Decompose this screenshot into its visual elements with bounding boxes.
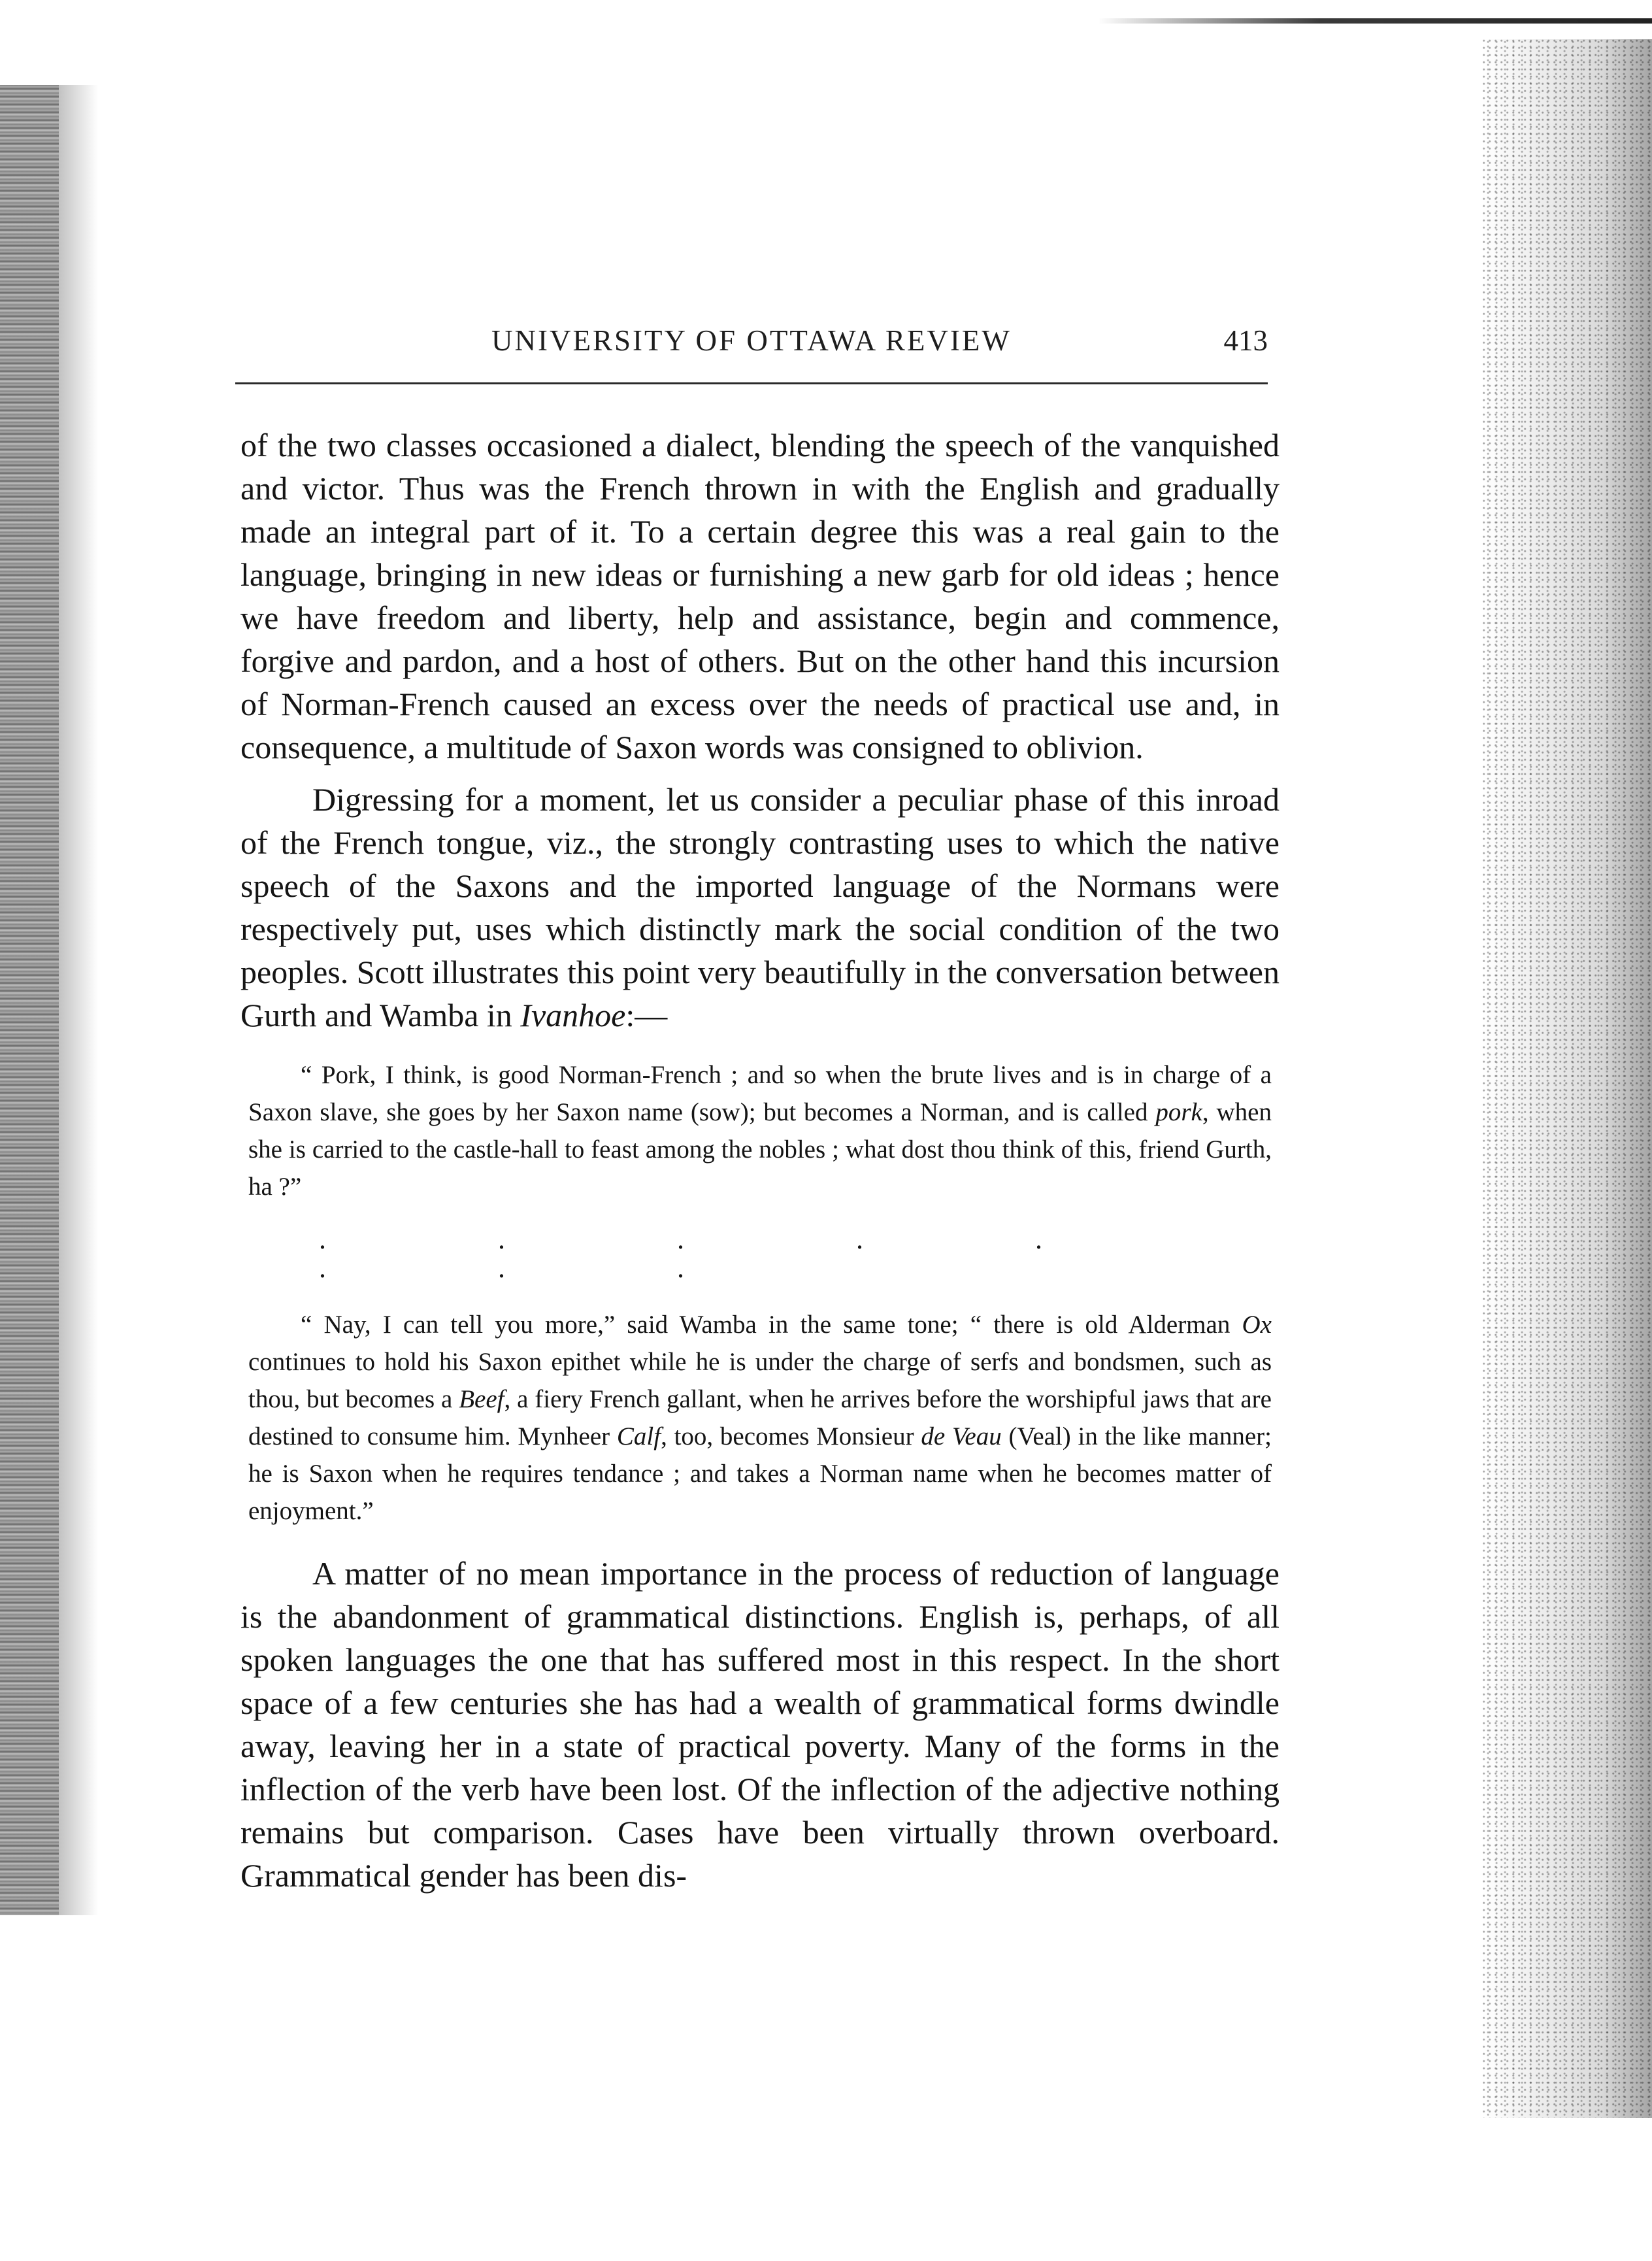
- page-header: [235, 324, 1268, 363]
- quote-2-beef: Beef: [459, 1385, 504, 1413]
- ivanhoe-suffix: :—: [625, 997, 668, 1033]
- quote-2-ox: Ox: [1242, 1311, 1272, 1339]
- quote-2-part-1: “ Nay, I can tell you more,” said Wamba in the same tone; “ there is old Alderman: [301, 1311, 1242, 1339]
- quote-2-calf: Calf: [616, 1422, 661, 1450]
- quote-1-part-2: , when she is carried to the castle-hall to feast among the nobles ; what dost thou think of this, friend Gurth, ha ?”: [248, 1098, 1272, 1201]
- ivanhoe-title: Ivanhoe: [520, 997, 626, 1033]
- scan-left-edge-fade: [59, 85, 98, 1915]
- scan-right-edge-noise: [1482, 39, 1652, 2118]
- body-text: [240, 424, 1280, 1897]
- quote-2: [240, 1306, 1280, 1530]
- page-number: 413: [1223, 324, 1268, 357]
- quote-2-part-5: (Veal) in the like manner; he is Saxon when he requires tendance ; and takes a Norman name when he becomes matter of enjoyment.”: [248, 1422, 1272, 1525]
- quote-2-part-2: continues to hold his Saxon epithet while he is under the charge of serfs and bondsmen, such as thou, but becomes a: [248, 1348, 1272, 1413]
- quote-1: [240, 1056, 1280, 1205]
- paragraph-3: A matter of no mean importance in the process of reduction of language is the abandonment of grammatical distinctions. English is, perhaps, of all spoken languages the one that has suffered most in this respect. In the short space of a few centuries she has had a wealth of grammatical forms dwindle away, leaving her in a state of practical poverty. Many of the forms in the inflection of the verb have been lost. Of the inflection of the adjective nothing remains but comparison. Cases have been virtually thrown overboard. Grammatical gender has been dis-: [240, 1555, 1280, 1894]
- scan-left-edge-shadow: [0, 85, 59, 1915]
- quote-2-part-4: , too, becomes Monsieur: [661, 1422, 921, 1450]
- running-title: UNIVERSITY OF OTTAWA REVIEW: [491, 324, 1012, 357]
- ellipsis-row: . . . . . . . .: [319, 1223, 1125, 1284]
- header-rule: [235, 382, 1268, 384]
- quote-2-veau: de Veau: [921, 1422, 1002, 1450]
- quote-2-part-3: , a fiery French gallant, when he arrives before the worshipful jaws that are destined to consume him. Mynheer: [248, 1385, 1272, 1450]
- paragraph-1: of the two classes occasioned a dialect, blending the speech of the vanquished and victor. Thus was the French thrown in with the English and gradually made an integral part of it. To a certain degree this was a real gain to the language, bringing in new ideas or furnishing a new garb for old ideas ; hence we have freedom and liberty, help and assistance, begin and commence, forgive and pardon, and a host of others. But on the other hand this incursion of Norman-French caused an excess over the needs of practical use and, in consequence, a multitude of Saxon words was consigned to oblivion.: [240, 427, 1280, 765]
- scan-top-artifact: [1098, 18, 1652, 24]
- paragraph-2-text: Digressing for a moment, let us consider a peculiar phase of this inroad of the French tongue, viz., the strongly contrasting uses to which the native speech of the Saxons and the imported language of the Normans were respectively put, uses which distinctly mark the social condition of the two peoples. Scott illustrates this point very beautifully in the conversation between Gurth and Wamba in: [240, 781, 1280, 1033]
- paragraph-2: [240, 778, 1280, 1037]
- quote-1-pork: pork: [1155, 1098, 1202, 1126]
- quote-1-part-1: “ Pork, I think, is good Norman-French ; and so when the brute lives and is in charge of a Saxon slave, she goes by her Saxon name (sow); but becomes a Norman, and is called: [248, 1061, 1272, 1126]
